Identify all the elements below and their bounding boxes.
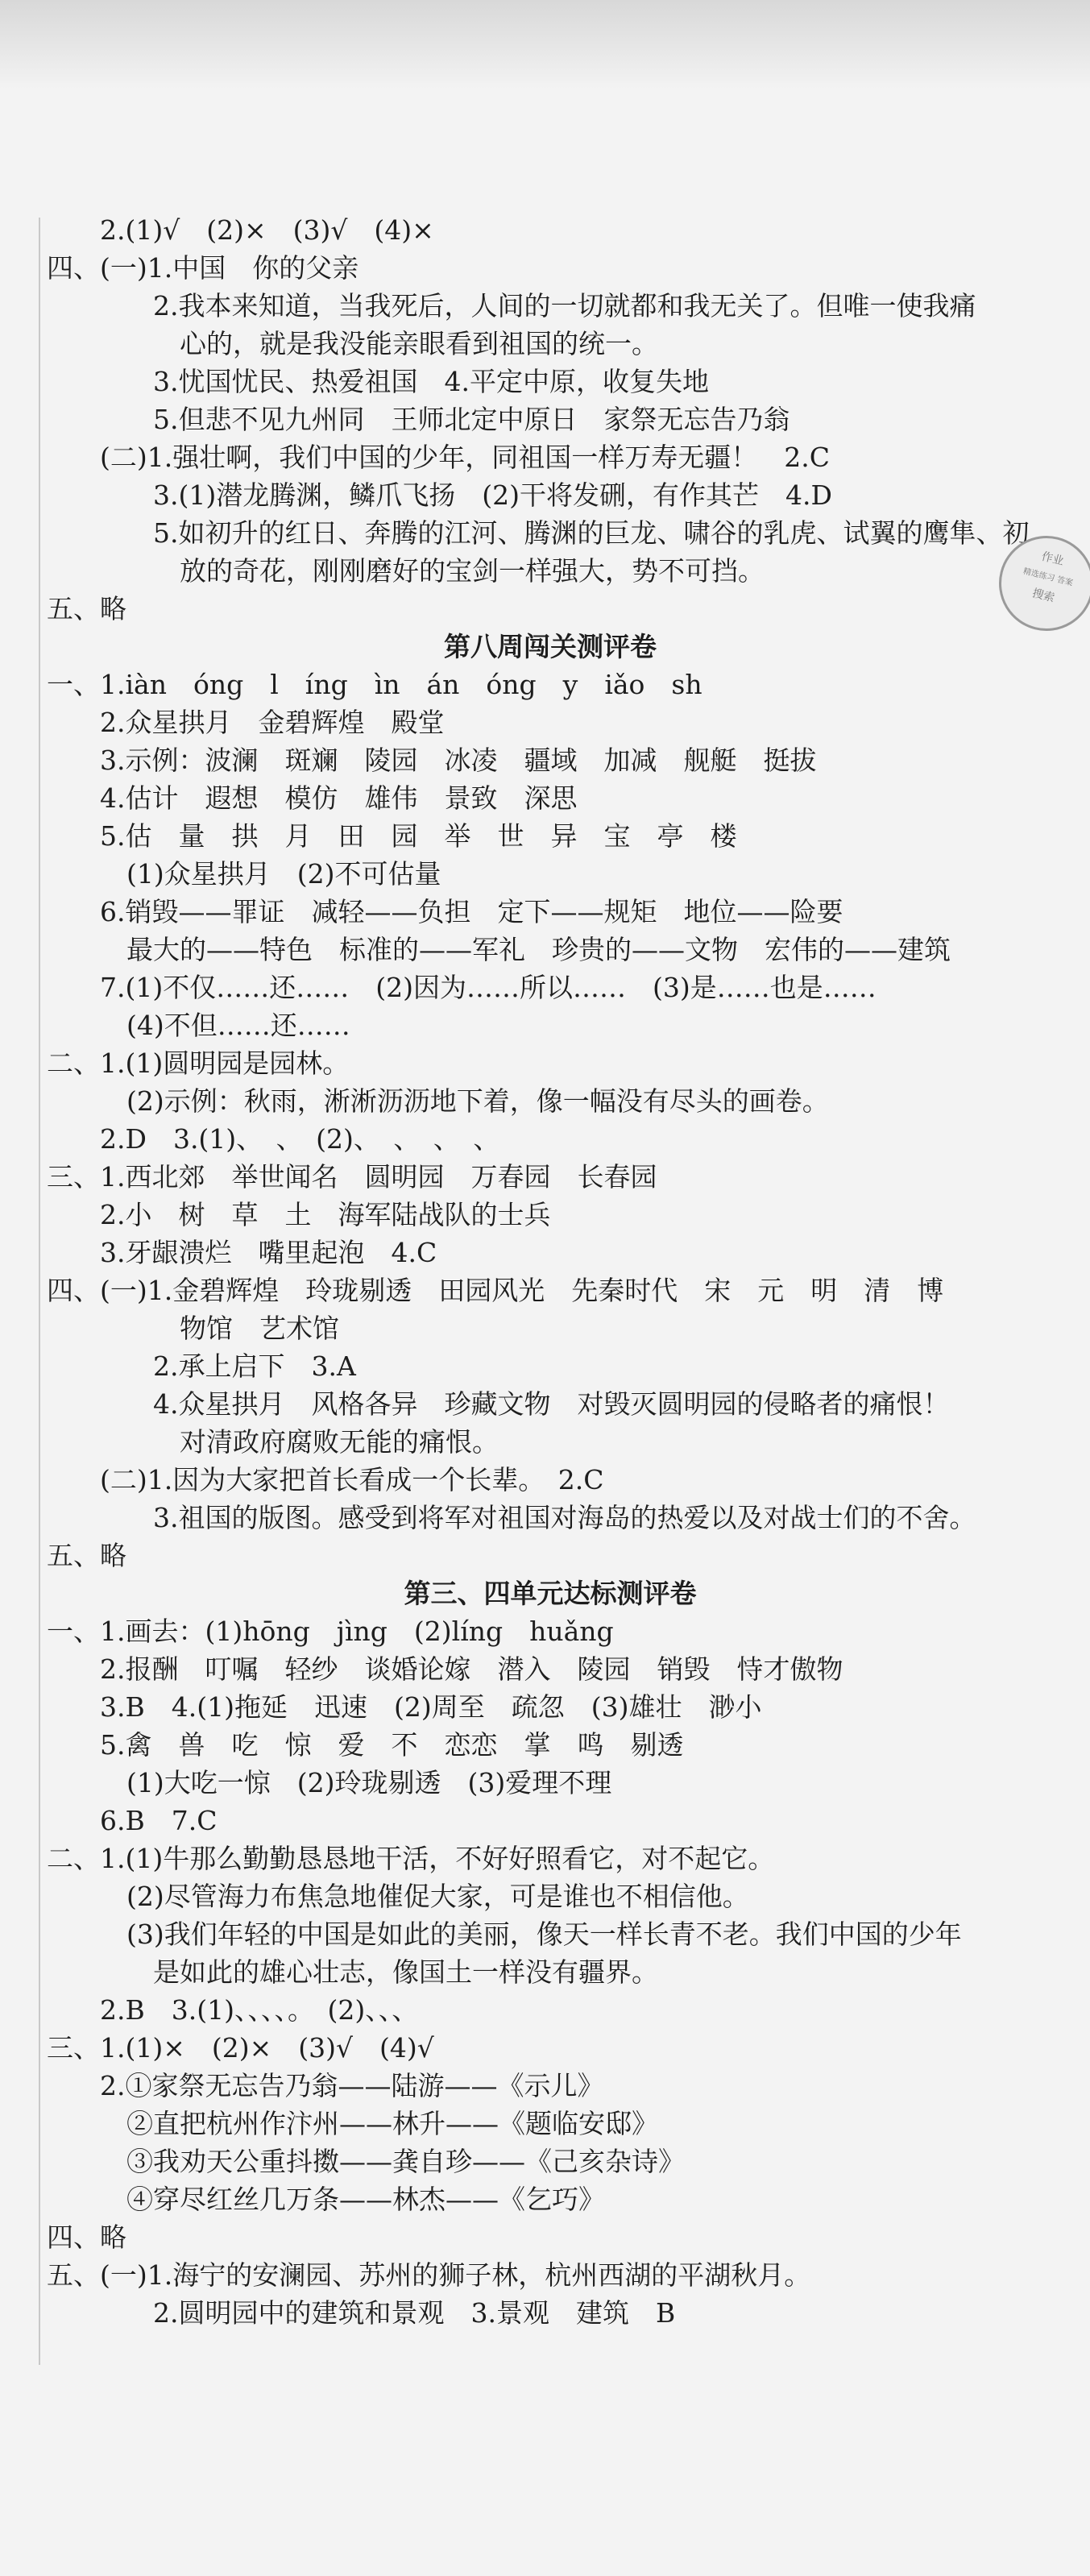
stamp-middle-text: 精选练习 答案: [1022, 566, 1074, 588]
answer-line: 2.(1)√ (2)× (3)√ (4)×: [47, 214, 434, 246]
answer-content: [47, 211, 1054, 2332]
answer-line: 3.祖国的版图。感受到将军对祖国对海岛的热爱以及对战士们的不舍。: [47, 1502, 976, 1533]
answer-line: 三、1.(1)× (2)× (3)√ (4)√: [47, 2032, 434, 2064]
answer-line: 3.牙龈溃烂 嘴里起泡 4.C: [47, 1237, 437, 1268]
answer-line: 2.小 树 草 土 海军陆战队的士兵: [47, 1199, 551, 1230]
answer-line: 3.示例：波澜 斑斓 陵园 冰凌 疆域 加减 舰艇 挺拔: [47, 745, 817, 776]
answer-line: 物馆 艺术馆: [47, 1313, 339, 1344]
answer-line: 4.估计 遐想 模仿 雄伟 景致 深思: [47, 782, 578, 814]
scan-top-shadow: [0, 0, 1090, 89]
answer-line: 五、略: [47, 593, 126, 624]
answer-line: 四、略: [47, 2221, 126, 2253]
answer-line: ③我劝天公重抖擞——龚自珍——《己亥杂诗》: [47, 2146, 685, 2177]
section-title: 第八周闯关测评卷: [444, 631, 657, 662]
answer-line: 2.报酬 叮嘱 轻纱 谈婚论嫁 潜入 陵园 销毁 恃才傲物: [47, 1653, 843, 1685]
answer-line: (2)尽管海力布焦急地催促大家，可是谁也不相信他。: [47, 1881, 749, 1912]
answer-line: 四、(一)1.中国 你的父亲: [47, 252, 359, 284]
answer-line: 4.众星拱月 风格各异 珍藏文物 对毁灭圆明园的侵略者的痛恨！: [47, 1388, 950, 1420]
answer-line: (1)众星拱月 (2)不可估量: [47, 858, 441, 890]
answer-line: 2.我本来知道，当我死后，人间的一切就都和我无关了。但唯一使我痛: [47, 290, 976, 321]
answer-line: 5.但悲不见九州同 王师北定中原日 家祭无忘告乃翁: [47, 404, 790, 435]
answer-line: 二、1.(1)圆明园是园林。: [47, 1047, 350, 1079]
answer-line: 7.(1)不仅……还…… (2)因为……所以…… (3)是……也是……: [47, 972, 877, 1003]
answer-line: 5.禽 兽 吃 惊 爱 不 恋恋 掌 鸣 剔透: [47, 1729, 684, 1761]
answer-line: 6.销毁——罪证 减轻——负担 定下——规矩 地位——险要: [47, 896, 843, 927]
answer-line: 五、略: [47, 1540, 126, 1571]
left-margin-rule: [39, 218, 40, 2365]
answer-line: 最大的——特色 标准的——军礼 珍贵的——文物 宏伟的——建筑: [47, 934, 951, 965]
answer-line: 5.估 量 拱 月 田 园 举 世 异 宝 亭 楼: [47, 820, 737, 852]
answer-line: 2.①家祭无忘告乃翁——陆游——《示儿》: [47, 2070, 604, 2101]
stamp-bottom-text: 搜索: [1030, 587, 1056, 605]
answer-line: (3)我们年轻的中国是如此的美丽，像天一样长青不老。我们中国的少年: [47, 1919, 962, 1950]
answer-line: (1)大吃一惊 (2)玲珑剔透 (3)爱理不理: [47, 1767, 612, 1798]
answer-line: 心的，就是我没能亲眼看到祖国的统一。: [47, 328, 658, 359]
answer-line: 放的奇花，刚刚磨好的宝剑一样强大，势不可挡。: [47, 555, 765, 587]
answer-line: 二、1.(1)牛那么勤勤恳恳地干活，不好好照看它，对不起它。: [47, 1843, 775, 1874]
answer-line: 3.忧国忧民、热爱祖国 4.平定中原，收复失地: [47, 366, 709, 397]
answer-line: 一、1.iàn óng l íng ìn án óng y iǎo sh: [47, 669, 702, 700]
answer-line: (二)1.强壮啊，我们中国的少年，同祖国一样万寿无疆！ 2.C: [47, 442, 830, 473]
answer-line: 3.B 4.(1)拖延 迅速 (2)周至 疏忽 (3)雄壮 渺小: [47, 1691, 762, 1723]
answer-line: 四、(一)1.金碧辉煌 玲珑剔透 田园风光 先秦时代 宋 元 明 清 博: [47, 1275, 944, 1306]
answer-line: 2.B 3.(1)、、、、。 (2)、、、: [47, 1994, 419, 2026]
answer-line: 2.众星拱月 金碧辉煌 殿堂: [47, 707, 445, 738]
answer-line: ②直把杭州作汴州——林升——《题临安邸》: [47, 2108, 658, 2139]
answer-line: 3.(1)潜龙腾渊，鳞爪飞扬 (2)干将发硎，有作其芒 4.D: [47, 479, 832, 511]
answer-line: (二)1.因为大家把首长看成一个长辈。 2.C: [47, 1464, 604, 1495]
answer-line: 对清政府腐败无能的痛恨。: [47, 1426, 499, 1458]
stamp-top-text: 作业: [1039, 550, 1066, 569]
answer-line: 五、(一)1.海宁的安澜园、苏州的狮子林，杭州西湖的平湖秋月。: [47, 2259, 811, 2291]
answer-line: 6.B 7.C: [47, 1805, 218, 1836]
answer-line: (2)示例：秋雨，淅淅沥沥地下着，像一幅没有尽头的画卷。: [47, 1085, 829, 1117]
answer-line: 2.圆明园中的建筑和景观 3.景观 建筑 B: [47, 2297, 676, 2329]
answer-line: 一、1.画去：(1)hōng jìng (2)líng huǎng: [47, 1616, 614, 1647]
answer-line: 三、1.西北郊 举世闻名 圆明园 万春园 长春园: [47, 1161, 657, 1193]
answer-line: 2.D 3.(1)、 、 (2)、 、 、 、: [47, 1123, 500, 1155]
answer-line: 是如此的雄心壮志，像国土一样没有疆界。: [47, 1956, 658, 1988]
answer-line: ④穿尽红丝几万条——林杰——《乞巧》: [47, 2184, 605, 2215]
answer-line: 2.承上启下 3.A: [47, 1350, 356, 1382]
section-title: 第三、四单元达标测评卷: [404, 1578, 697, 1609]
answer-line: 5.如初升的红日、奔腾的江河、腾渊的巨龙、啸谷的乳虎、试翼的鹰隼、初: [47, 517, 1030, 549]
answer-line: (4)不但……还……: [47, 1010, 350, 1041]
